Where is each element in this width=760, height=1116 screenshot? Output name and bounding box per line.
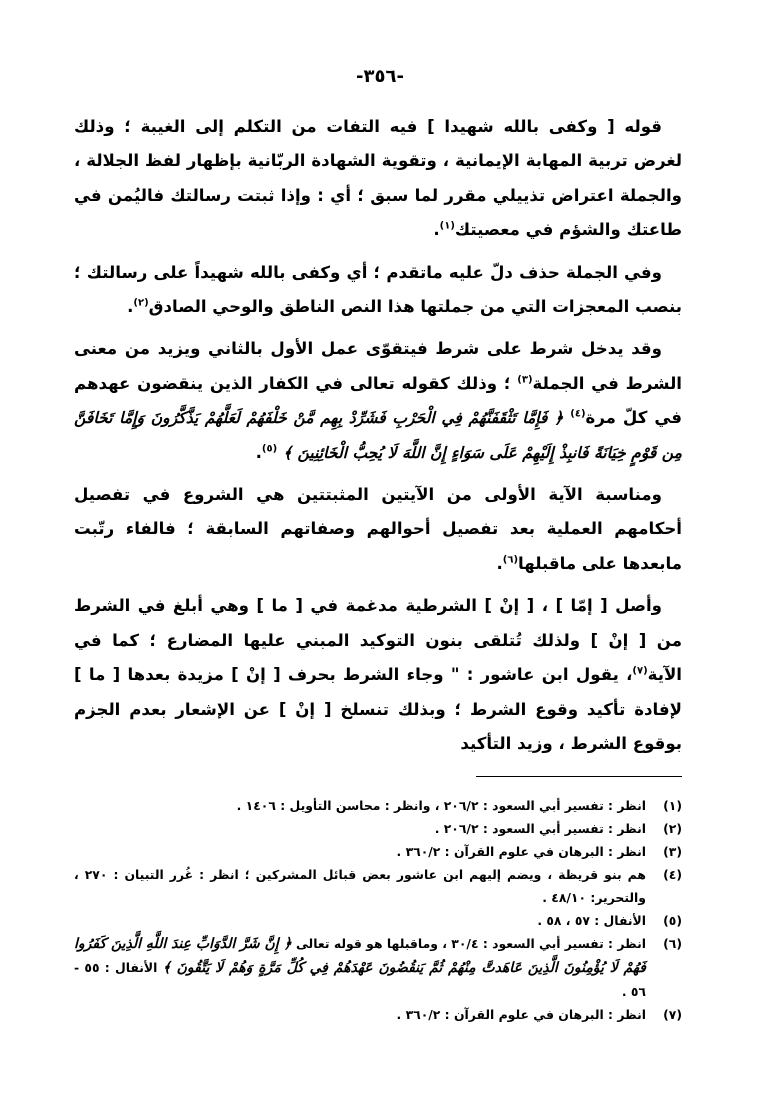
footnotes [74, 794, 682, 1026]
footnote-text [74, 932, 646, 1003]
footnote-text: انظر : البرهان في علوم القرآن : ٣٦٠/٢ . [396, 844, 646, 859]
paragraph-end: . [127, 297, 134, 317]
paragraph-text: ؛ وذلك كقوله تعالى في الكفار الذين ينقضون عهدهم في كلّ مرة [74, 373, 682, 428]
paragraph-5 [74, 589, 682, 761]
paragraph-end: . [255, 442, 262, 462]
footnote-ref[interactable]: (١) [439, 220, 455, 232]
paragraph-2 [74, 256, 682, 325]
paragraph-3 [74, 332, 682, 470]
footnote-text-part: الأنفال : ٥٥ - ٥٦ . [74, 960, 646, 999]
footnote-number: (٣) [663, 844, 682, 859]
paragraph-text: وفي الجملة حذف دلّ عليه ماتقدم ؛ أي وكفى بالله شهيداً على رسالتك ؛ بنصب المعجزات التي من جملتها هذا النص الناطق والوحي الصادق [74, 262, 682, 317]
footnote-number: (٤) [663, 867, 682, 882]
footnote-5 [74, 909, 682, 932]
footnote-text: انظر : البرهان في علوم القرآن : ٣٦٠/٢ . [396, 1007, 646, 1022]
main-text [74, 110, 682, 769]
footnote-text: الأنفال : ٥٧ ، ٥٨ . [537, 913, 646, 928]
footnote-number: (١) [663, 798, 682, 813]
paragraph-text: ، يقول ابن عاشور : " وجاء الشرط بحرف [ إنْ ] مزيدة بعدها [ ما ] لإفادة تأكيد وقوع الشرط ؛ وبذلك تنسلخ [ إنْ ] عن الإشعار بعدم الجزم بوقوع الشرط ، وزيد التأكيد [74, 665, 682, 753]
quran-verse: ﴿ إِنَّ شَرَّ الدَّوَابِّ عِندَ اللَّهِ الَّذِينَ كَفَرُوا فَهُمْ لَا يُؤْمِنُونَ الَّذِينَ عَاهَدتَّ مِنْهُمْ ثُمَّ يَنقُضُونَ عَهْدَهُمْ فِي كُلِّ مَرَّةٍ وَهُمْ لَا يَتَّقُونَ ﴾ [74, 936, 646, 976]
footnote-text: هم بنو قريظة ، ويضم إليهم ابن عاشور بعض قبائل المشركين ؛ انظر : غُرر التبيان : ٢٧٠ ، والتحرير: ٤٨/١٠ . [74, 867, 646, 905]
paragraph-end: . [433, 220, 440, 240]
paragraph-4 [74, 478, 682, 581]
paragraph-text: وأصل [ إمّا ] ، [ إنْ ] الشرطية مدغمة في [ ما ] وهي أبلغ في الشرط من [ إنْ ] ولذلك تُتلقى بنون التوكيد المبني عليها المضارع ؛ كما في الآية [74, 596, 682, 685]
footnote-2 [74, 817, 682, 840]
footnote-ref[interactable]: (٦) [502, 554, 519, 566]
footnote-text: انظر : تفسير أبي السعود : ٢٠٦/٢ ، وانظر : محاسن التأويل : ١٤٠٦ . [236, 798, 646, 813]
footnote-text-part: انظر : تفسير أبي السعود : ٣٠/٤ ، وماقبلها هو قوله تعالى [291, 936, 647, 951]
footnote-4 [74, 863, 682, 909]
footnote-7 [74, 1003, 682, 1026]
footnote-number: (٢) [663, 821, 682, 836]
footnote-6 [74, 932, 682, 1003]
footnote-number: (٦) [663, 936, 682, 951]
paragraph-text: قوله [ وكفى بالله شهيدا ] فيه التفات من التكلم إلى الغيبة ؛ وذلك لغرض تربية المهابة الإيمانية ، وتقوية الشهادة الربّانية بإظهار لفظ الجلالة ، والجملة اعتراض تذييلي مقرر لما سبق ؛ أي : وإذا ثبتت رسالتك فاليُمن في طاعتك والشؤم في معصيتك [74, 117, 682, 240]
quran-verse: ﴿ فَإِمَّا تَثْقَفَنَّهُمْ فِي الْحَرْبِ فَشَرِّدْ بِهِم مَّنْ خَلْفَهُمْ لَعَلَّهُمْ يَذَّكَّرُونَ وَإِمَّا تَخَافَنَّ مِن قَوْمٍ خِيَانَةً فَانبِذْ إِلَيْهِمْ عَلَى سَوَاءٍ إِنَّ اللَّهَ لَا يُحِبُّ الْخَائِنِينَ ﴾ [74, 408, 682, 462]
page-number: -٣٥٦- [356, 66, 404, 87]
footnote-ref[interactable]: (٢) [133, 297, 149, 309]
footnote-3 [74, 840, 682, 863]
footnote-ref[interactable]: (٥) [261, 443, 278, 455]
paragraph-text: ومناسبة الآية الأولى من الآيتين المثبتتين هي الشروع في تفصيل أحكامهم العملية بعد تفصيل أحوالهم وصفاتهم السابقة ؛ فالفاء رتّبت مابعدها على ماقبلها [74, 485, 682, 573]
footnote-1 [74, 794, 682, 817]
paragraph-1 [74, 110, 682, 248]
footnote-text: انظر : تفسير أبي السعود : ٢٠٦/٢ . [434, 821, 646, 836]
footnote-divider [476, 776, 682, 777]
footnote-ref[interactable]: (٤) [570, 408, 586, 420]
footnote-ref[interactable]: (٧) [632, 665, 648, 677]
paragraph-end: . [496, 553, 503, 573]
footnote-number: (٧) [663, 1007, 682, 1022]
footnote-ref[interactable]: (٣) [517, 374, 533, 386]
paragraph-text: وقد يدخل شرط على شرط فيتقوّى عمل الأول بالثاني ويزيد من معنى الشرط في الجملة [74, 339, 682, 393]
footnote-number: (٥) [663, 913, 682, 928]
